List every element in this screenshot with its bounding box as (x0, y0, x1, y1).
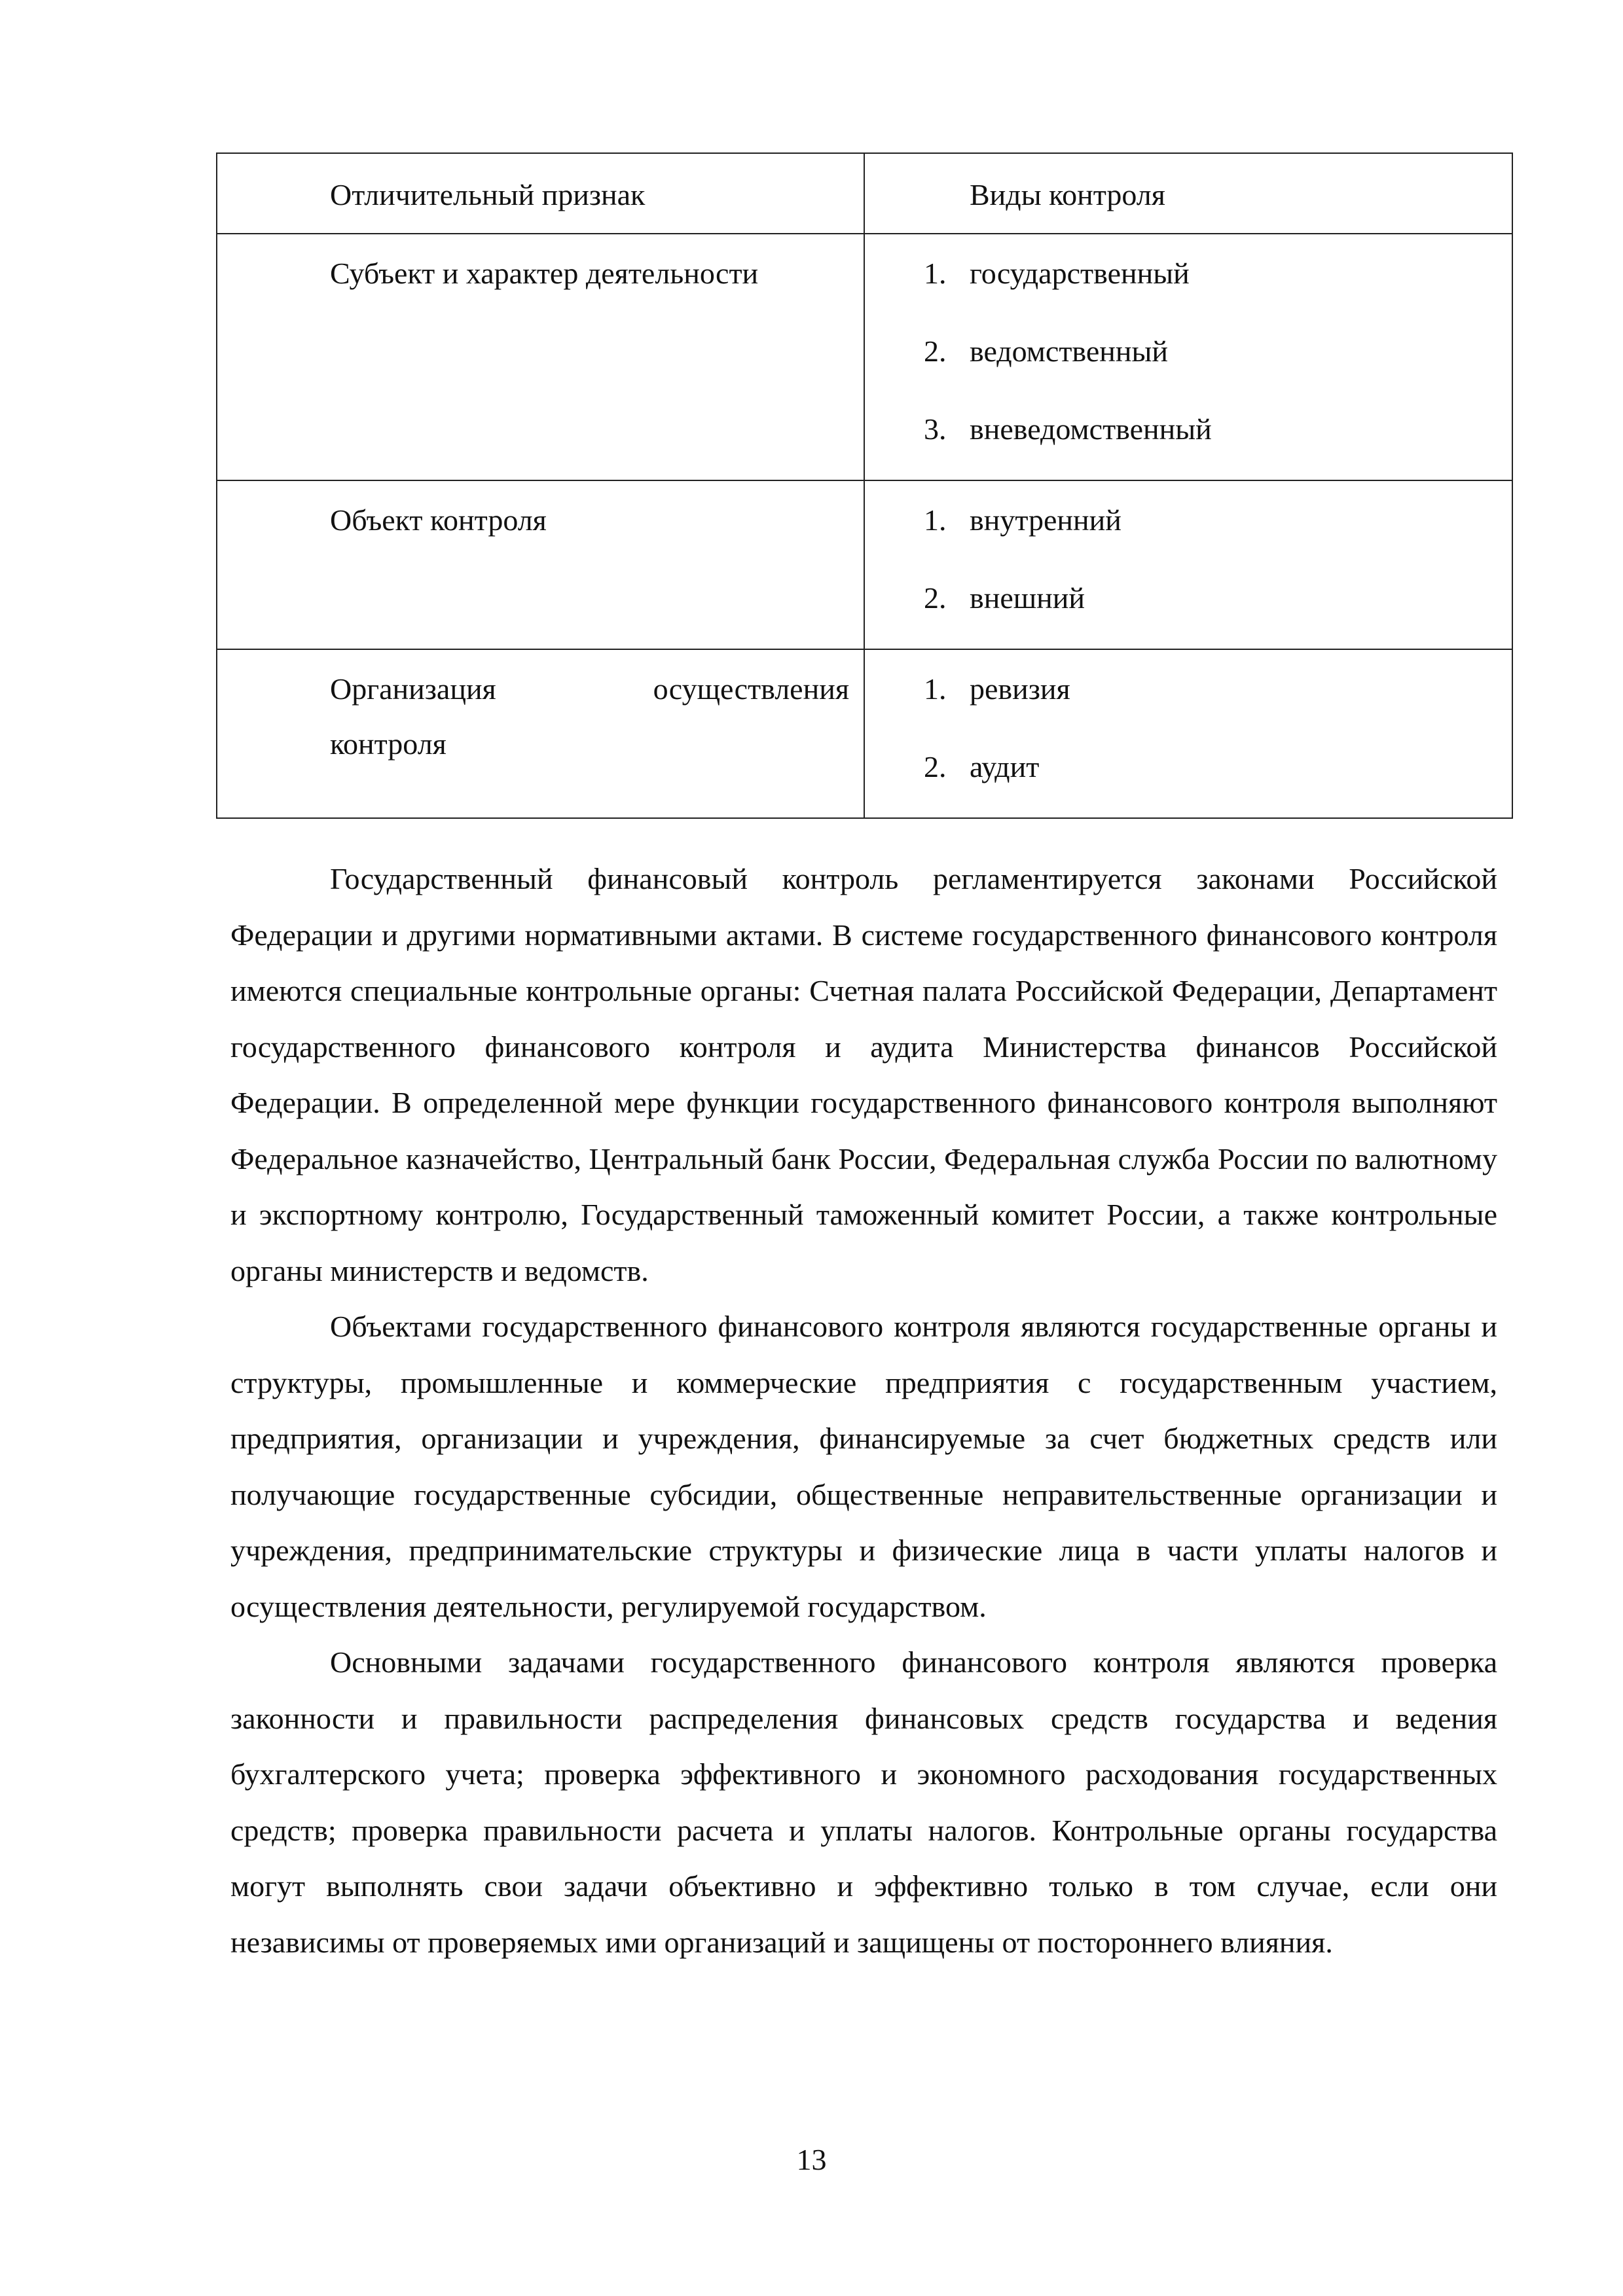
list-number: 3. (924, 412, 947, 446)
list-number: 2. (924, 750, 947, 783)
types-cell (864, 480, 1512, 649)
list-item (865, 571, 1512, 649)
list-item (865, 324, 1512, 402)
list-item (865, 662, 1512, 740)
list-item-label: аудит (970, 750, 1040, 783)
types-list (865, 234, 1512, 480)
header-cell-criterion (217, 153, 864, 234)
body-text (230, 851, 1497, 1970)
list-item (865, 493, 1512, 571)
types-cell (864, 649, 1512, 818)
list-item (865, 402, 1512, 480)
table-row (217, 480, 1512, 649)
paragraph: Государственный финансовый контроль регламентируется законами Российской Федерации и другими нормативными актами. В системе государственного финансового контроля имеются специальные контрольные органы: Счетная палата Российской Федерации, Департамент государственного финансового контроля и аудита Министерства финансов Российской Федерации. В определенной мере функции государственного финансового контроля выполняют Федеральное казначейство, Центральный банк России, Федеральная служба России по валютному и экспортному контролю, Государственный таможенный комитет России, а также контрольные органы министерств и ведомств. (230, 862, 1497, 1287)
list-item-label: внутренний (970, 503, 1122, 537)
list-item (865, 740, 1512, 817)
criterion-first-line (330, 650, 849, 717)
table-row (217, 234, 1512, 480)
types-list (865, 481, 1512, 649)
list-number: 2. (924, 581, 947, 615)
header-criterion-label: Отличительный признак (330, 178, 646, 211)
table-row (217, 649, 1512, 818)
list-number: 2. (924, 334, 947, 368)
criterion-cell (217, 234, 864, 480)
header-cell-types (864, 153, 1512, 234)
types-list (865, 650, 1512, 817)
criterion-word: Организация (330, 672, 496, 706)
list-item-label: государственный (970, 257, 1190, 290)
criterion-cell (217, 480, 864, 649)
list-number: 1. (924, 672, 947, 706)
types-cell (864, 234, 1512, 480)
criterion-cell (217, 649, 864, 818)
list-item-label: ведомственный (970, 334, 1169, 368)
criterion-second-line: контроля (330, 727, 447, 761)
list-number: 1. (924, 257, 947, 290)
paragraph: Объектами государственного финансового контроля являются государственные органы и структуры, промышленные и коммерческие предприятия с государственным участием, предприятия, организации и учреждения, финансируемые за счет бюджетных средств или получающие государственные субсидии, общественные неправительственные организации и учреждения, предпринимательские структуры и физические лица в части уплаты налогов и осуществления деятельности, регулируемой государством. (230, 1310, 1497, 1623)
list-item-label: ревизия (970, 672, 1070, 706)
paragraph: Основными задачами государственного финансового контроля являются проверка законности и правильности распределения финансовых средств государства и ведения бухгалтерского учета; проверка эффективного и экономного расходования государственных средств; проверка правильности расчета и уплаты налогов. Контрольные органы государства могут выполнять свои задачи объективно и эффективно только в том случае, если они независимы от проверяемых ими организаций и защищены от постороннего влияния. (230, 1645, 1497, 1959)
table-header-row (217, 153, 1512, 234)
criterion-text: Объект контроля (330, 503, 547, 537)
control-types-table (216, 152, 1513, 819)
list-item (865, 246, 1512, 324)
criterion-word: осуществления (653, 672, 849, 706)
page-number: 13 (796, 2143, 827, 2176)
header-types-label: Виды контроля (970, 178, 1165, 211)
list-number: 1. (924, 503, 947, 537)
list-item-label: внешний (970, 581, 1085, 615)
list-item-label: вневедомственный (970, 412, 1212, 446)
criterion-text: Субъект и характер деятельности (330, 257, 759, 290)
